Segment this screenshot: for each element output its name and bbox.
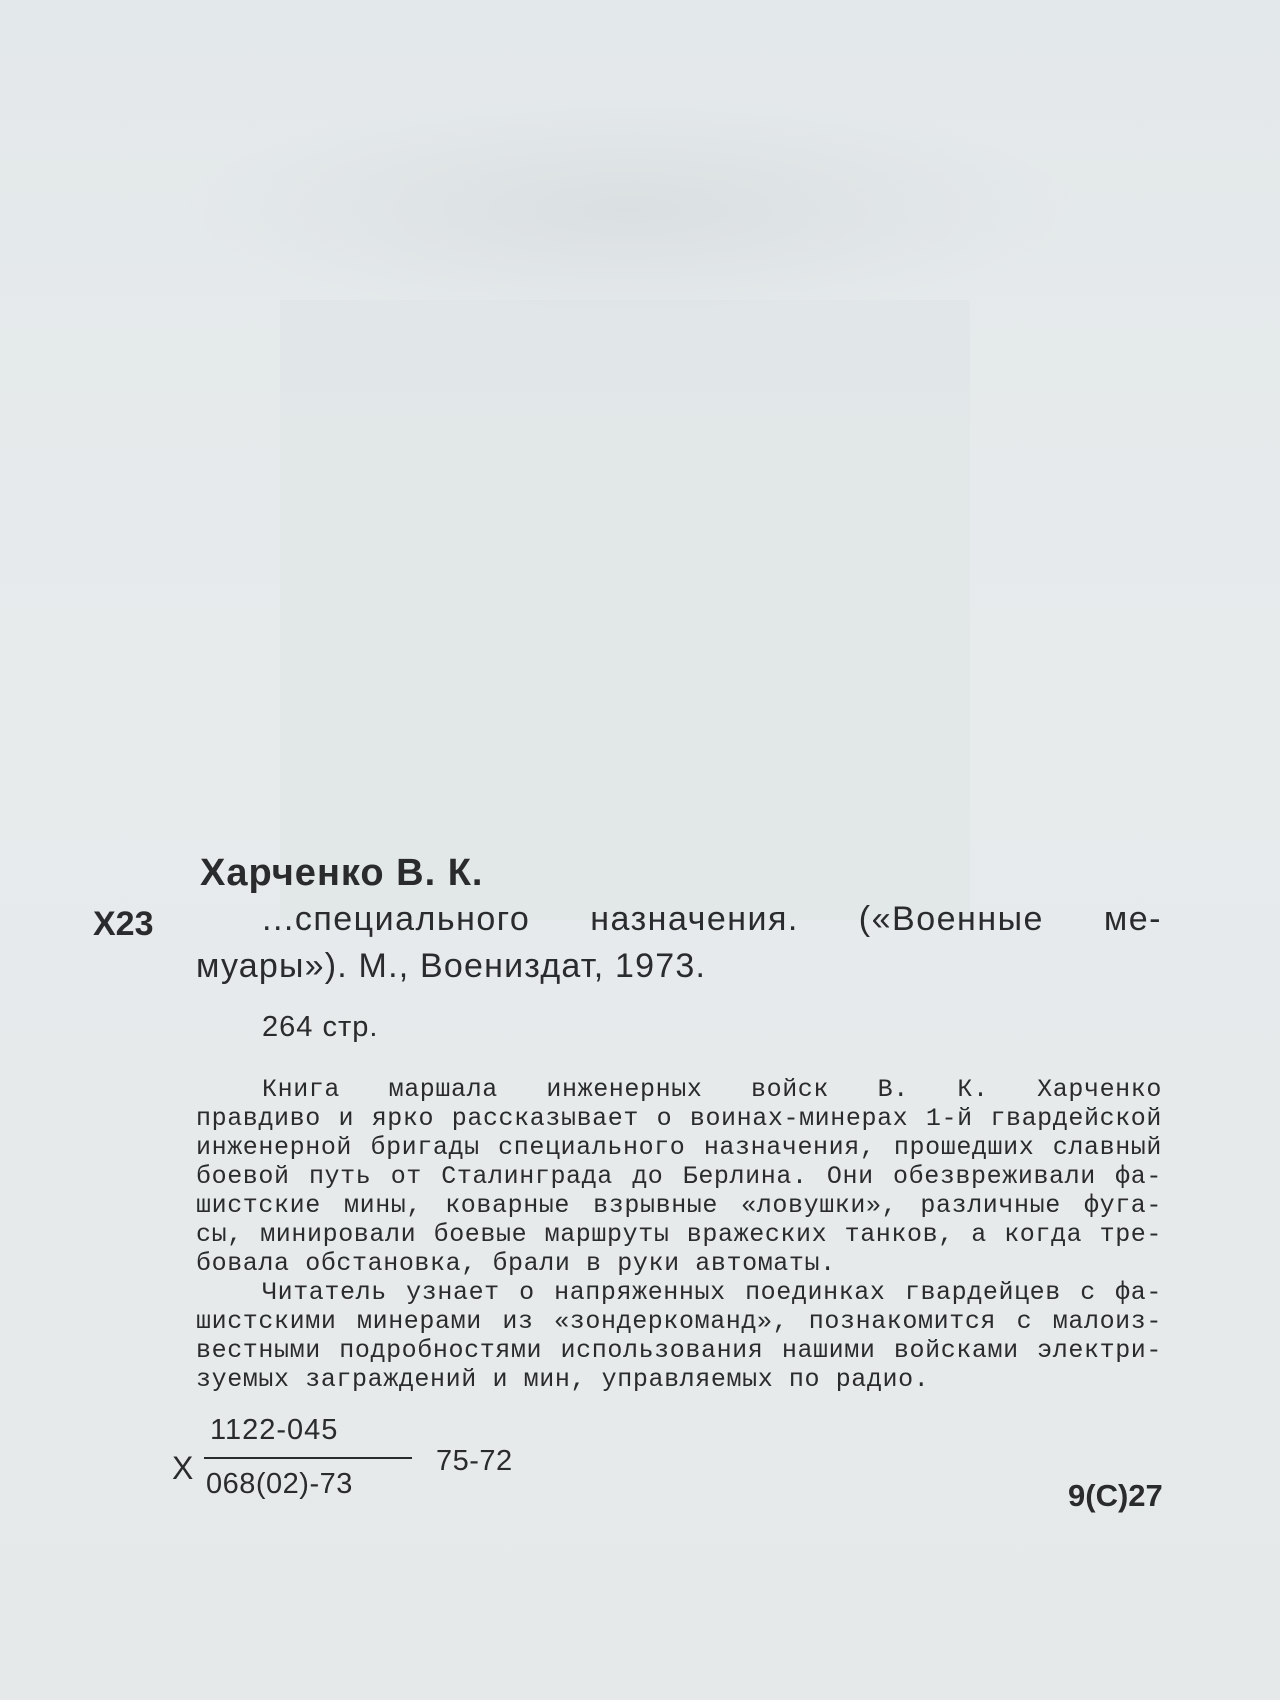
classification-order: 75-72 bbox=[436, 1445, 513, 1477]
library-index-code: Х23 bbox=[93, 905, 154, 943]
classification-numerator: 1122-045 bbox=[210, 1414, 339, 1446]
classification-denominator: 068(02)-73 bbox=[206, 1468, 353, 1500]
classification-letter: Х bbox=[172, 1450, 194, 1486]
annotation bbox=[196, 1075, 1162, 1394]
annotation-line: сы, минировали боевые маршруты вражеских танков, а когда тре- bbox=[196, 1220, 1162, 1249]
show-through-title bbox=[180, 95, 1080, 325]
fraction-rule bbox=[204, 1457, 412, 1459]
annotation-line: правдиво и ярко рассказывает о воинах-минерах 1-й гвардейской bbox=[196, 1104, 1162, 1133]
annotation-line: шистские мины, коварные взрывные «ловушки», различные фуга- bbox=[196, 1191, 1162, 1220]
author-name: Харченко В. К. bbox=[200, 852, 484, 894]
show-through-image bbox=[280, 300, 970, 920]
annotation-line: Читатель узнает о напряженных поединках гвардейцев с фа- bbox=[262, 1278, 1162, 1307]
annotation-line: зуемых заграждений и мин, управляемых по радио. bbox=[196, 1365, 930, 1394]
book-title-line-2: муары»). М., Воениздат, 1973. bbox=[196, 947, 707, 985]
annotation-line: вестными подробностями использования нашими войсками электри- bbox=[196, 1336, 1162, 1365]
page-count: 264 стр. bbox=[262, 1011, 379, 1043]
annotation-line: инженерной бригады специального назначения, прошедших славный bbox=[196, 1133, 1162, 1162]
annotation-line: бовала обстановка, брали в руки автоматы. bbox=[196, 1249, 836, 1278]
annotation-line: боевой путь от Сталинграда до Берлина. Они обезвреживали фа- bbox=[196, 1162, 1162, 1191]
bbk-index: 9(С)27 bbox=[1068, 1478, 1163, 1513]
annotation-line: шистскими минерами из «зондеркоманд», познакомится с малоиз- bbox=[196, 1307, 1162, 1336]
book-title-line-1: ...специального назначения. («Военные ме- bbox=[262, 900, 1162, 938]
annotation-line: Книга маршала инженерных войск В. К. Харченко bbox=[262, 1075, 1162, 1104]
